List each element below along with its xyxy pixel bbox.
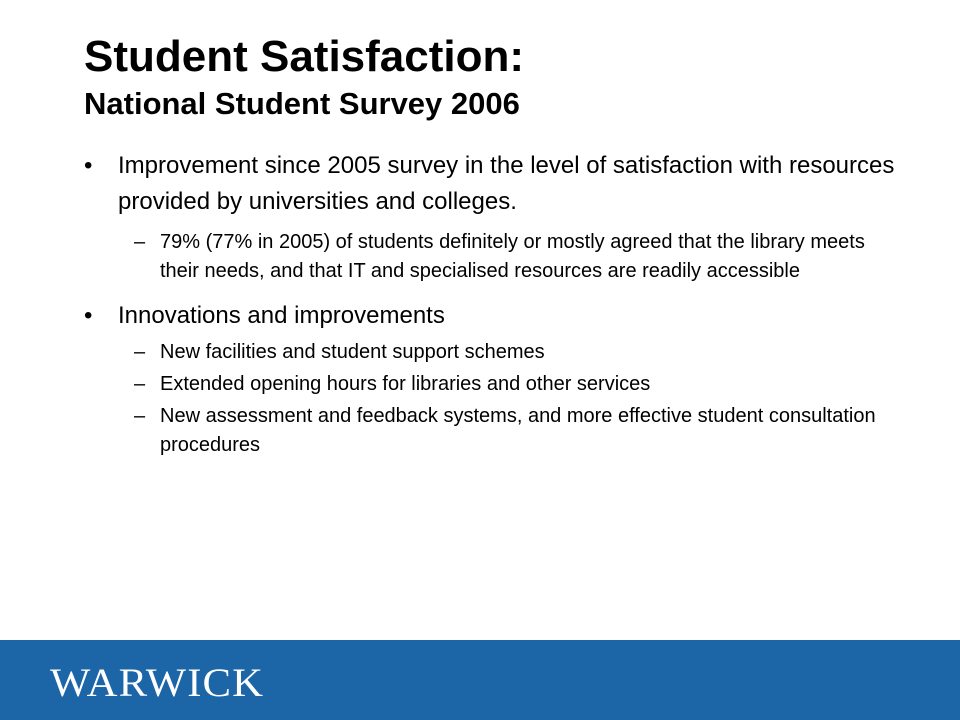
sub-bullet-text: New facilities and student support schemes xyxy=(160,341,545,363)
sub-bullet-text: New assessment and feedback systems, and more effective student consultation procedures xyxy=(160,405,876,456)
title-block xyxy=(84,32,904,122)
footer-bar xyxy=(0,640,960,720)
bullet-list xyxy=(84,148,904,460)
sub-bullet-marker: – xyxy=(134,405,146,427)
sub-bullet-item xyxy=(84,370,904,399)
bullet-marker: • xyxy=(84,152,93,179)
bullet-item xyxy=(84,298,904,334)
sub-bullet-text: Extended opening hours for libraries and other services xyxy=(160,373,651,395)
sub-bullet-item xyxy=(84,402,904,460)
sub-bullet-marker: – xyxy=(134,341,146,363)
bullet-marker: • xyxy=(84,302,93,329)
sub-bullet-text: 79% (77% in 2005) of students definitely or mostly agreed that the library meets their needs, and that IT and specialised resources are readily accessible xyxy=(160,231,865,282)
slide-title: Student Satisfaction: xyxy=(84,32,525,81)
sub-bullet-item xyxy=(84,228,904,286)
bullet-item xyxy=(84,148,904,220)
sub-bullet-item xyxy=(84,338,904,367)
warwick-logo xyxy=(50,658,310,706)
sub-bullet-marker: – xyxy=(134,231,146,253)
slide-subtitle: National Student Survey 2006 xyxy=(84,86,520,121)
bullet-text: Improvement since 2005 survey in the level of satisfaction with resources provided by universities and colleges. xyxy=(118,152,895,215)
warwick-logo-text: WARWICK xyxy=(50,660,264,705)
bullet-text: Innovations and improvements xyxy=(118,302,445,329)
sub-bullet-marker: – xyxy=(134,373,146,395)
